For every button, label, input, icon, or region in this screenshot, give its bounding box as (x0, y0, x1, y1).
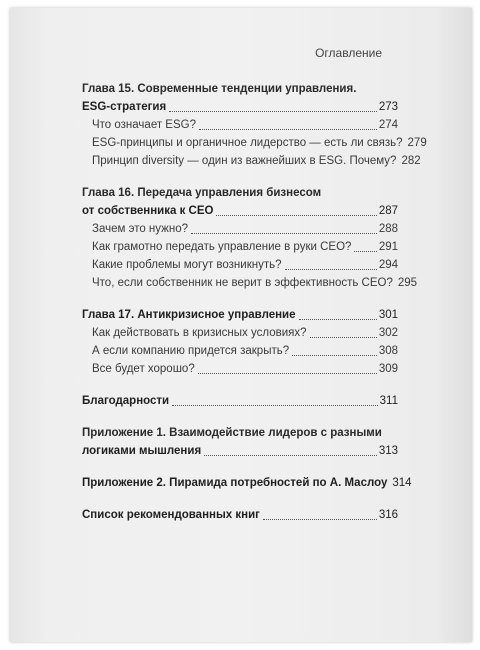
toc-entry[interactable] (82, 392, 398, 410)
chapter-title: Благодарности (82, 395, 170, 407)
page-number: 308 (378, 345, 398, 357)
page-number: 274 (378, 119, 398, 131)
leader-dots (216, 215, 376, 216)
toc-entry[interactable] (82, 474, 412, 492)
chapter-title: Список рекомендованных книг (82, 509, 260, 521)
leader-dots (310, 337, 377, 338)
toc-entry[interactable] (82, 134, 427, 152)
section-title: Принцип diversity — один из важнейших в ESG. Почему? (92, 155, 397, 167)
toc-entry[interactable] (82, 324, 398, 342)
chapter-title-line2: логиками мышления (82, 445, 202, 457)
toc-entry[interactable] (82, 342, 398, 360)
page-number: 282 (401, 155, 421, 167)
leader-dots (199, 129, 377, 130)
toc-entry[interactable] (82, 116, 398, 134)
page-number: 291 (378, 241, 398, 253)
section-title: ESG-принципы и органичное лидерство — есть ли связь? (92, 137, 403, 149)
leader-dots (204, 455, 377, 456)
page-number: 309 (378, 363, 398, 375)
section-title: Какие проблемы могут возникнуть? (92, 259, 282, 271)
section-title: Что означает ESG? (92, 119, 196, 131)
toc-entry[interactable] (82, 98, 398, 116)
section-title: Зачем это нужно? (92, 223, 188, 235)
running-head: Оглавление (315, 46, 382, 60)
toc-entry[interactable] (82, 442, 398, 460)
section-title: А если компанию придется закрыть? (92, 345, 290, 357)
page-number: 314 (392, 477, 412, 489)
page-number: 295 (397, 277, 418, 289)
leader-dots (198, 373, 377, 374)
toc-entry[interactable] (82, 256, 398, 274)
page-number: 302 (378, 327, 398, 339)
section-title: Как действовать в кризисных условиях? (92, 327, 307, 339)
toc-acknowledgements (82, 392, 398, 410)
toc-recommended-books (82, 506, 398, 524)
leader-dots (263, 519, 377, 520)
leader-dots (292, 355, 377, 356)
chapter-title-line1: Приложение 1. Взаимодействие лидеров с разными (82, 427, 382, 439)
section-title: Все будет хорошо? (92, 363, 195, 375)
leader-dots (169, 111, 377, 112)
toc-entry[interactable] (82, 306, 398, 324)
section-title: Как грамотно передать управление в руки CEO? (92, 241, 352, 253)
toc-appendix-1 (82, 424, 398, 460)
toc-entry[interactable] (82, 220, 398, 238)
toc-chapter-16 (82, 184, 418, 292)
page-number: 316 (378, 509, 398, 521)
leader-dots (354, 251, 376, 252)
page-number: 287 (378, 205, 398, 217)
page-number: 301 (378, 309, 398, 321)
page-number: 288 (378, 223, 398, 235)
page-number: 273 (378, 101, 398, 113)
page-number: 279 (407, 137, 427, 149)
toc-entry[interactable] (82, 202, 398, 220)
toc-appendix-2 (82, 474, 412, 492)
toc-entry[interactable] (82, 152, 421, 170)
table-of-contents (82, 80, 427, 532)
chapter-title-line1: Глава 16. Передача управления бизнесом (82, 187, 322, 199)
toc-entry[interactable] (82, 274, 418, 292)
leader-dots (191, 233, 377, 234)
leader-dots (299, 319, 377, 320)
chapter-title-line2: ESG-стратегия (82, 101, 167, 113)
chapter-title: Глава 17. Антикризисное управление (82, 309, 296, 321)
toc-entry[interactable] (82, 506, 398, 524)
toc-entry[interactable] (82, 360, 398, 378)
chapter-title: Приложение 2. Пирамида потребностей по А. Маслоу (82, 477, 388, 489)
leader-dots (285, 269, 377, 270)
toc-chapter-15 (82, 80, 427, 170)
chapter-title-line2: от собственника к CEO (82, 205, 214, 217)
section-title: Что, если собственник не верит в эффективность CEO? (92, 277, 393, 289)
page-number: 313 (378, 445, 398, 457)
leader-dots (172, 405, 378, 406)
toc-entry[interactable] (82, 238, 398, 256)
toc-chapter-17 (82, 306, 398, 378)
book-page (10, 8, 472, 642)
page-number: 311 (379, 395, 398, 407)
chapter-title-line1: Глава 15. Современные тенденции управления. (82, 83, 357, 95)
page-number: 294 (378, 259, 398, 271)
